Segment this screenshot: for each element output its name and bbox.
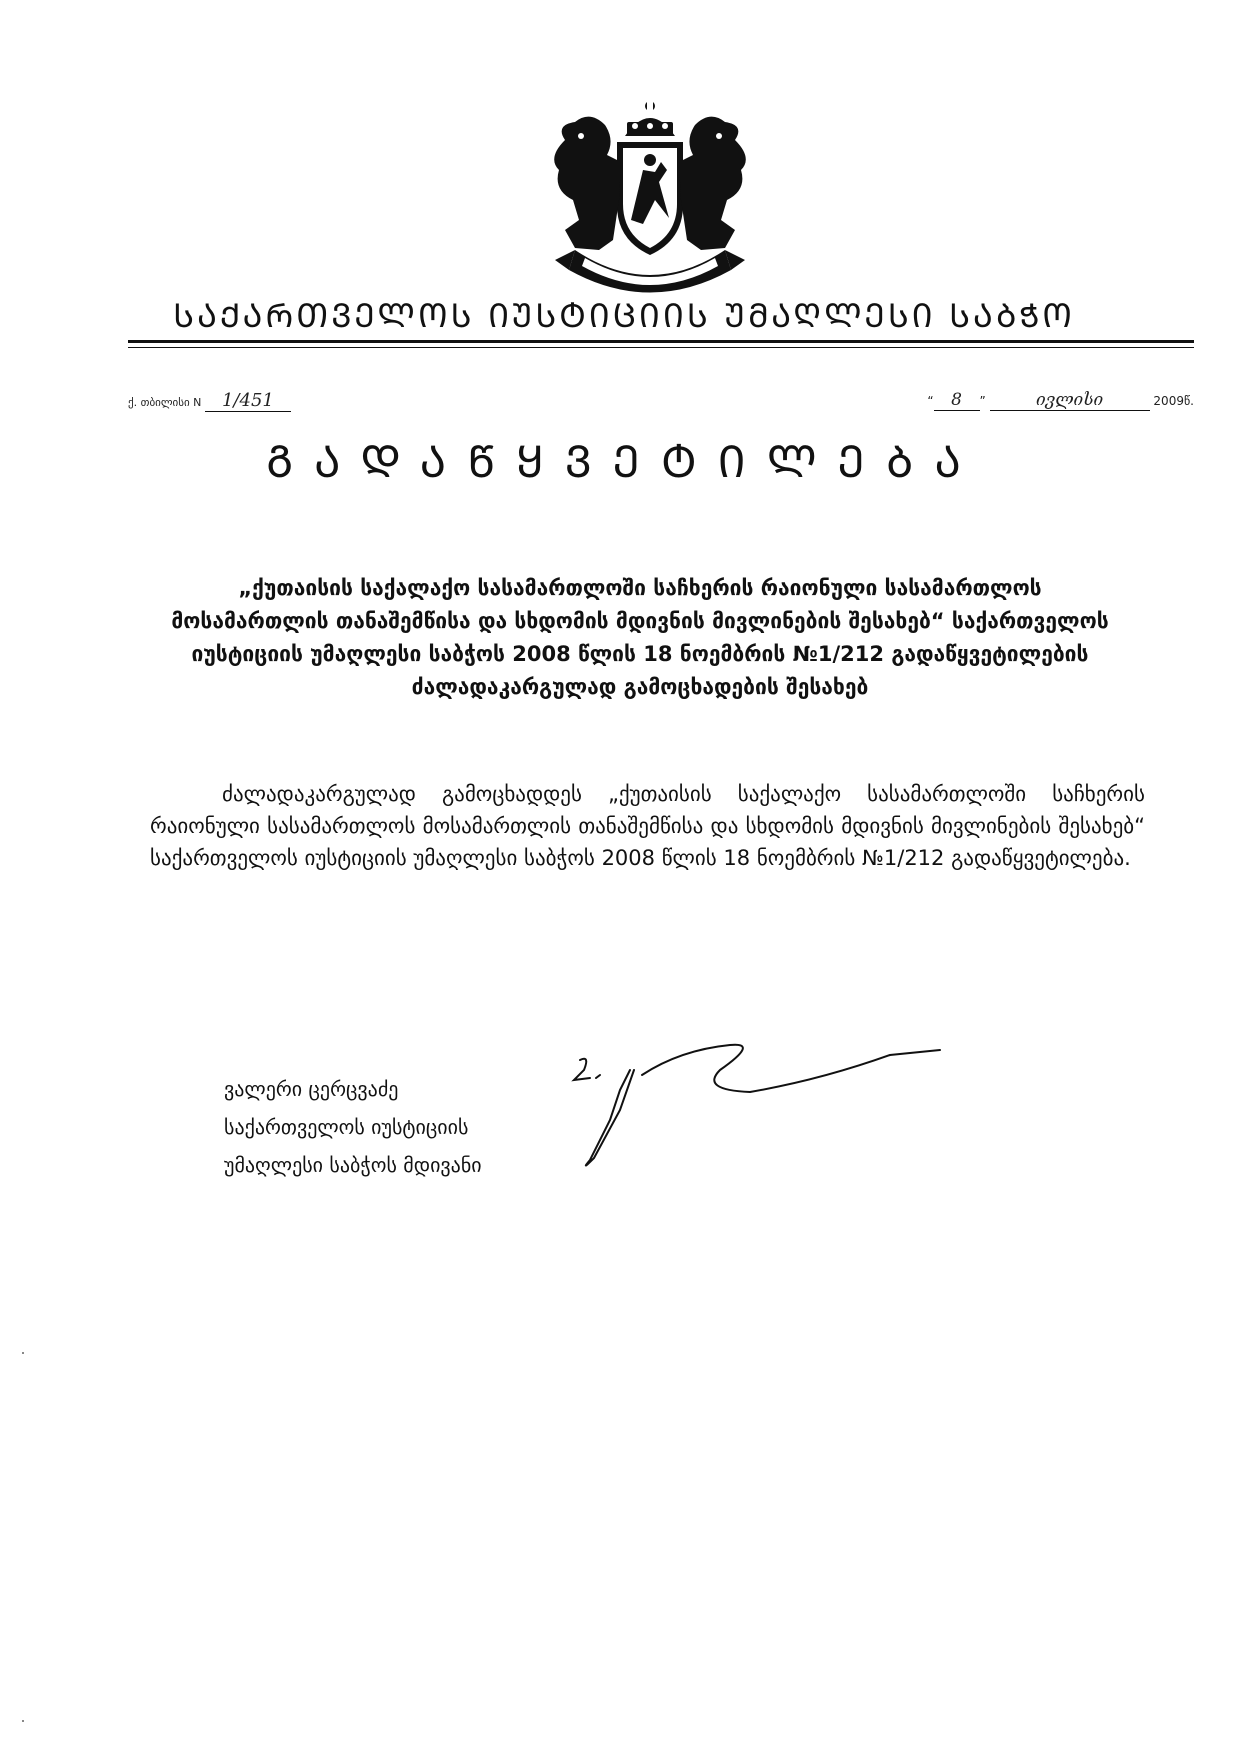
scan-artifact: [22, 1720, 24, 1722]
signer-title-line1: საქართველოს იუსტიციის: [224, 1115, 469, 1139]
date-month: ივლისი: [990, 390, 1150, 411]
number-value: 1/451: [205, 390, 291, 412]
signer-block: [224, 1070, 482, 1184]
document-type-title: ᲒᲐᲓᲐᲬᲧᲕᲔᲢᲘᲚᲔᲑᲐ: [266, 437, 982, 488]
signer-title-line2: უმაღლესი საბჭოს მდივანი: [224, 1153, 482, 1177]
organization-name: ᲡᲐᲥᲐᲠᲗᲕᲔᲚᲝᲡ ᲘᲣᲡᲢᲘᲪᲘᲘᲡ ᲣᲛᲐᲦᲚᲔᲡᲘ ᲡᲐᲑᲭᲝ: [173, 296, 1075, 335]
signer-name: ვალერი ცერცვაძე: [224, 1077, 399, 1101]
document-heading: „ქუთაისის საქალაქო სასამართლოში საჩხერის რაიონული სასამართლოს მოსამართლის თანაშემწისა და სხდომის მდივნის მივლინების შესახებ“ საქართველოს იუსტიციის უმაღლესი საბჭოს 2008 წლის 18 ნოემბრის №1/212 გადაწყვეტილების ძალადაკარგულად გამოცხადების შესახებ: [171, 576, 1109, 699]
date-year: 2009წ.: [1153, 394, 1194, 408]
date-quote-close: ”: [979, 394, 986, 408]
header-rule-thin: [128, 347, 1194, 348]
number-label: ქ. თბილისი N: [128, 396, 202, 409]
handwritten-signature: [560, 1030, 970, 1170]
header-rule-thick: [128, 340, 1194, 343]
scan-artifact: [22, 1352, 24, 1354]
date-quote-open: “: [927, 394, 934, 408]
coat-of-arms-icon: [535, 100, 765, 300]
date-day: 8: [934, 390, 980, 411]
document-date: [927, 390, 1194, 411]
document-number: [128, 390, 291, 412]
document-body: ძალადაკარგულად გამოცხადდეს „ქუთაისის საქალაქო სასამართლოში საჩხერის რაიონული სასამართლოს მოსამართლის თანაშემწისა და სხდომის მდივნის მივლინების შესახებ“ საქართველოს იუსტიციის უმაღლესი საბჭოს 2008 წლის 18 ნოემბრის №1/212 გადაწყვეტილება.: [150, 782, 1145, 870]
